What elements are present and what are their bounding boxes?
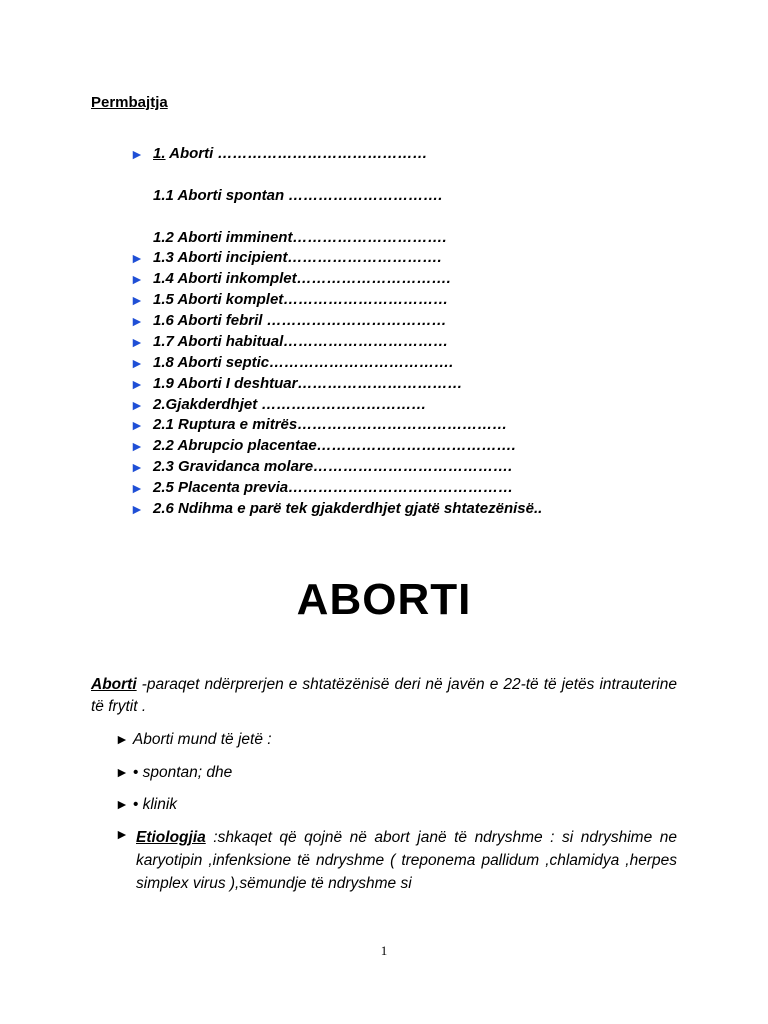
toc-item-label: Aborti …………………………………… (165, 145, 428, 162)
triangle-arrow-icon: ► (130, 292, 144, 308)
triangle-arrow-icon: ► (130, 376, 144, 392)
list-item (115, 731, 272, 749)
toc-item-label: 1.3 Aborti incipient…………………………. (153, 249, 442, 266)
toc-item-label: 2.6 Ndihma e parë tek gjakderdhjet gjatë shtatezënisë.. (153, 500, 543, 517)
triangle-arrow-icon: ► (130, 355, 144, 371)
triangle-arrow-icon: ► (130, 501, 144, 517)
toc-item-label: 2.5 Placenta previa……………………………………… (153, 479, 514, 496)
toc-item-label: 2.3 Gravidanca molare…………………………………. (153, 458, 513, 475)
section-heading: ABORTI (296, 575, 472, 624)
triangle-arrow-icon: ► (130, 146, 144, 162)
triangle-arrow-icon: ► (130, 438, 144, 454)
defined-term: Aborti (91, 676, 137, 693)
list-item-text: • klinik (132, 796, 178, 813)
triangle-arrow-icon: ► (130, 271, 144, 287)
list-item-text: • spontan; dhe (132, 764, 233, 781)
triangle-arrow-icon: ► (130, 480, 144, 496)
toc-item-label: 1.8 Aborti septic………………………………. (153, 354, 454, 371)
triangle-arrow-icon: ► (130, 334, 144, 350)
triangle-arrow-icon: ► (130, 250, 144, 266)
triangle-bullet-icon: ► (115, 731, 129, 747)
toc-item-label: 2.2 Abrupcio placentae…………………………………. (153, 437, 516, 454)
triangle-arrow-icon: ► (130, 417, 144, 433)
toc-item-label: 1.1 Aborti spontan …………………………. (153, 187, 443, 204)
triangle-arrow-icon: ► (130, 459, 144, 475)
list-item (115, 764, 232, 782)
toc-item-label: 1.6 Aborti febril ……………………………… (153, 312, 447, 329)
etiology-term: Etiologjia (136, 829, 206, 846)
triangle-arrow-icon: ► (130, 313, 144, 329)
toc-item-number: 1. (153, 145, 166, 162)
intro-paragraph (91, 674, 677, 718)
triangle-arrow-icon: ► (130, 397, 144, 413)
toc-item-label: 1.7 Aborti habitual…………………………… (153, 333, 449, 350)
toc-item-label: 1.9 Aborti I deshtuar…………………………… (153, 375, 463, 392)
list-item (115, 796, 177, 814)
triangle-bullet-icon: ► (115, 764, 129, 780)
etiology-text: :shkaqet që qojnë në abort janë të ndryshme : si ndryshime ne karyotipin ,infenksione të ndryshme ( treponema pallidum ,chlamidya ,herpes simplex virus ),sëmundje të ndryshme si (136, 829, 677, 892)
toc-item-label: 1.5 Aborti komplet…………………………… (153, 291, 449, 308)
etiology-item (115, 826, 677, 895)
toc-title: Permbajtja (91, 94, 168, 111)
toc-item-label: 2.1 Ruptura e mitrës…………………………………… (153, 416, 508, 433)
definition-text: -paraqet ndërprerjen e shtatëzënisë deri në javën e 22-të të jetës intrauterine të frytit . (91, 676, 677, 715)
page-number: 1 (380, 943, 388, 958)
triangle-bullet-icon: ► (115, 826, 129, 842)
toc-item-label: 2.Gjakderdhjet …………………………… (153, 396, 427, 413)
toc-item-label: 1.4 Aborti inkomplet…………………………. (153, 270, 451, 287)
list-item-text: Aborti mund të jetë : (132, 731, 272, 748)
triangle-bullet-icon: ► (115, 796, 129, 812)
toc-item-label: 1.2 Aborti imminent…………………………. (153, 229, 447, 246)
